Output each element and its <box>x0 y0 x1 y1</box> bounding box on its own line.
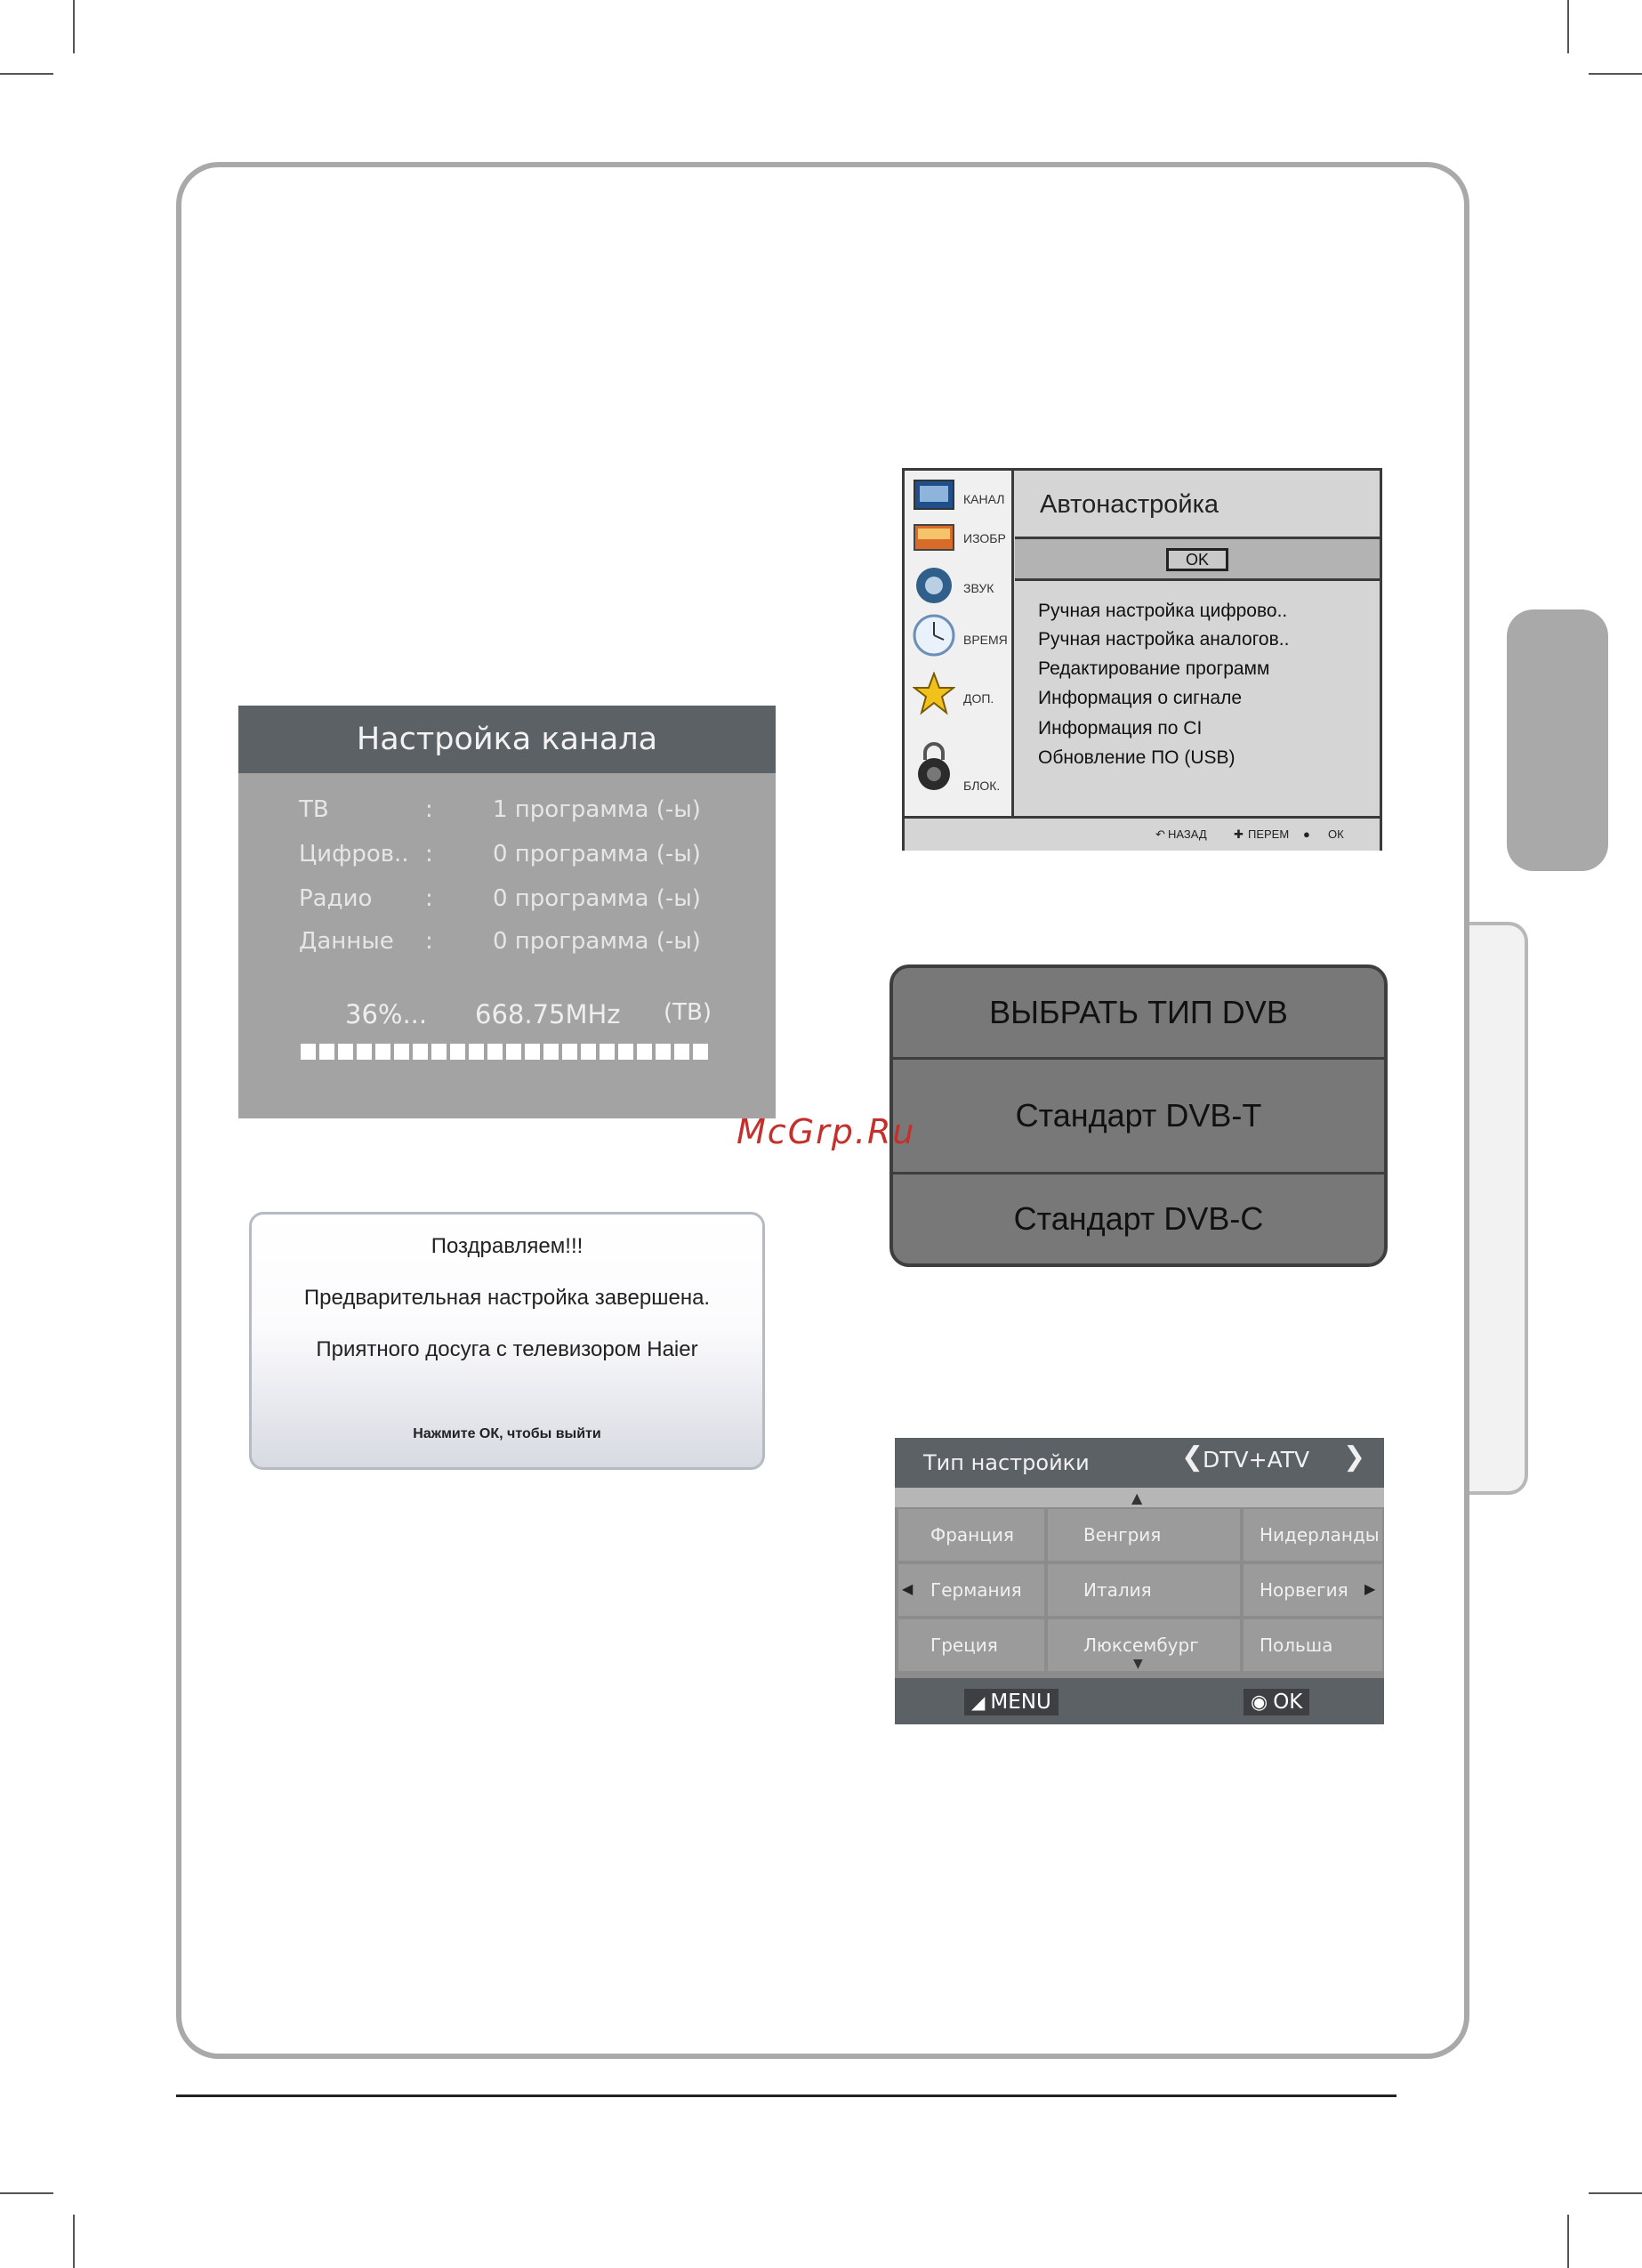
move-icon: ✚ <box>1234 827 1244 841</box>
scan-progress-bar <box>301 1044 719 1060</box>
crop-mark <box>73 2215 75 2268</box>
sidebar-item-extra[interactable] <box>905 674 1011 720</box>
progress-segment <box>581 1044 596 1060</box>
channel-row-tv <box>299 796 761 832</box>
sidebar-label: КАНАЛ <box>963 492 1005 506</box>
scroll-strip <box>895 1488 1384 1507</box>
country-label: Германия <box>930 1579 1022 1601</box>
sidebar-item-sound[interactable] <box>905 563 1011 609</box>
row-label: ТВ <box>299 796 329 823</box>
tune-type-panel <box>895 1438 1384 1724</box>
progress-segment <box>469 1044 484 1060</box>
progress-segment <box>431 1044 447 1060</box>
scan-frequency: 668.75MHz <box>475 999 621 1029</box>
menu-item[interactable]: Ручная настройка цифрово.. <box>1038 601 1288 621</box>
section-tab-outline <box>1464 922 1528 1495</box>
ok-icon: ● <box>1303 827 1310 841</box>
channel-row-data <box>299 928 761 964</box>
country-label: Нидерланды <box>1260 1524 1380 1546</box>
congrats-heading: Поздравляем!!! <box>431 1234 584 1258</box>
country-cell[interactable] <box>1244 1509 1382 1561</box>
progress-segment <box>693 1044 708 1060</box>
country-cell[interactable] <box>1048 1509 1240 1561</box>
channel-row-digital <box>299 841 761 876</box>
arrow-down-icon[interactable]: ▼ <box>1133 1657 1143 1671</box>
progress-segment <box>600 1044 615 1060</box>
sidebar-label: ИЗОБР <box>963 531 1006 545</box>
progress-segment <box>525 1044 540 1060</box>
sidebar-item-picture[interactable] <box>905 517 1011 563</box>
row-value: 0 программа (-ы) <box>493 841 701 868</box>
dvb-option-t[interactable]: Стандарт DVB-T <box>1015 1097 1262 1134</box>
progress-segment <box>487 1044 503 1060</box>
row-sep: : <box>425 841 433 868</box>
footer-rule <box>176 2094 1397 2097</box>
lock-icon <box>912 748 956 786</box>
menu-title: Автонастройка <box>1040 490 1219 519</box>
progress-segment <box>506 1044 521 1060</box>
menu-label: MENU <box>990 1691 1051 1714</box>
crop-mark <box>0 2192 53 2194</box>
dvb-option-c[interactable]: Стандарт DVB-C <box>1013 1200 1264 1237</box>
crop-mark <box>1567 0 1569 53</box>
row-sep: : <box>425 885 433 912</box>
tune-footer <box>895 1678 1384 1724</box>
congrats-message: Приятного досуга с телевизором Haier <box>316 1337 698 1361</box>
country-label: Венгрия <box>1083 1524 1162 1546</box>
dvb-type-dialog <box>889 965 1388 1267</box>
sidebar-item-lock[interactable] <box>905 748 1011 795</box>
menu-item[interactable]: Ручная настройка аналогов.. <box>1038 629 1290 650</box>
sidebar-label: ЗВУК <box>963 581 994 595</box>
channel-row-radio <box>299 885 761 921</box>
crop-mark <box>1567 2215 1569 2268</box>
crop-mark <box>0 73 53 75</box>
country-cell[interactable] <box>1244 1564 1382 1616</box>
progress-segment <box>674 1044 689 1060</box>
row-label: Данные <box>299 928 394 955</box>
tune-type-value[interactable]: DTV+ATV <box>1203 1447 1310 1473</box>
menu-item[interactable]: Информация по CI <box>1038 718 1203 739</box>
back-hint: НАЗАД <box>1168 827 1207 841</box>
setup-complete-dialog <box>249 1212 765 1470</box>
menu-item[interactable]: Информация о сигнале <box>1038 688 1243 708</box>
scan-mode: (ТВ) <box>664 999 712 1026</box>
move-hint: ПЕРЕМ <box>1248 827 1290 841</box>
sidebar-label: ДОП. <box>963 691 994 706</box>
country-label: Греция <box>930 1634 998 1656</box>
row-value: 0 программа (-ы) <box>493 885 701 912</box>
country-label: Люксембург <box>1083 1634 1199 1656</box>
ok-hint: ОК <box>1328 827 1344 841</box>
sidebar-item-channel[interactable] <box>905 472 1011 519</box>
country-cell[interactable] <box>898 1509 1044 1561</box>
chevron-right-icon[interactable]: ❯ <box>1343 1441 1366 1473</box>
channel-setup-title: Настройка канала <box>238 706 776 773</box>
progress-segment <box>618 1044 633 1060</box>
menu-item[interactable]: Обновление ПО (USB) <box>1038 747 1236 768</box>
progress-segment <box>656 1044 671 1060</box>
country-cell[interactable] <box>898 1619 1044 1671</box>
country-cell[interactable] <box>1244 1619 1382 1671</box>
crop-mark <box>1589 2192 1642 2194</box>
progress-segment <box>543 1044 559 1060</box>
picture-icon <box>912 519 956 556</box>
chevron-left-icon[interactable]: ❮ <box>1181 1441 1204 1473</box>
progress-segment <box>375 1044 390 1060</box>
arrow-up-icon[interactable]: ▲ <box>1131 1489 1143 1506</box>
tune-header <box>895 1438 1384 1488</box>
country-cell[interactable] <box>898 1564 1044 1616</box>
dvb-title: ВЫБРАТЬ ТИП DVB <box>989 994 1288 1030</box>
back-icon: ↶ <box>1155 827 1165 841</box>
ok-icon: ◉ <box>1251 1691 1268 1714</box>
menu-icon: ◢ <box>971 1691 986 1713</box>
country-cell[interactable] <box>1048 1619 1240 1671</box>
country-label: Польша <box>1260 1634 1333 1656</box>
country-cell[interactable] <box>1048 1564 1240 1616</box>
row-sep: : <box>425 796 433 823</box>
arrow-right-icon[interactable]: ▶ <box>1364 1580 1376 1597</box>
country-label: Италия <box>1083 1579 1152 1601</box>
ok-button[interactable] <box>1244 1689 1309 1715</box>
congrats-message: Предварительная настройка завершена. <box>303 1286 711 1310</box>
row-value: 0 программа (-ы) <box>493 928 701 955</box>
sidebar-label: БЛОК. <box>963 779 1001 793</box>
autotune-menu <box>902 468 1382 851</box>
row-label: Радио <box>299 885 373 912</box>
country-label: Франция <box>930 1524 1014 1546</box>
progress-segment <box>450 1044 465 1060</box>
progress-segment <box>357 1044 372 1060</box>
watermark: McGrp.Ru <box>736 1112 916 1151</box>
crop-mark <box>73 0 75 53</box>
menu-sidebar <box>905 471 1014 816</box>
row-label: Цифров.. <box>299 841 409 868</box>
progress-segment <box>319 1044 334 1060</box>
sidebar-item-time[interactable] <box>905 613 1011 659</box>
clock-icon <box>912 617 956 654</box>
menu-button[interactable] <box>964 1689 1058 1715</box>
ok-label: OK <box>1273 1691 1303 1714</box>
progress-segment <box>338 1044 353 1060</box>
tune-type-label: Тип настройки <box>923 1450 1090 1475</box>
progress-segment <box>301 1044 316 1060</box>
scan-progress-text: 36%... <box>345 999 428 1029</box>
ok-button[interactable]: OK <box>1166 548 1228 571</box>
crop-mark <box>1589 73 1642 75</box>
tv-channel-icon <box>912 476 956 513</box>
star-icon <box>912 675 956 713</box>
sidebar-label: ВРЕМЯ <box>963 633 1008 647</box>
progress-segment <box>394 1044 409 1060</box>
exit-hint: Нажмите ОК, чтобы выйти <box>413 1426 601 1441</box>
speaker-icon <box>912 567 956 604</box>
ok-strip <box>1015 537 1380 581</box>
progress-segment <box>562 1044 577 1060</box>
menu-footer <box>905 816 1380 851</box>
channel-setup-panel <box>238 706 776 1118</box>
progress-segment <box>637 1044 652 1060</box>
section-tab <box>1507 609 1608 871</box>
menu-item[interactable]: Редактирование программ <box>1038 658 1270 679</box>
row-sep: : <box>425 928 433 955</box>
progress-segment <box>413 1044 428 1060</box>
country-label: Норвегия <box>1260 1579 1348 1601</box>
arrow-left-icon[interactable]: ◀ <box>902 1580 914 1597</box>
row-value: 1 программа (-ы) <box>493 796 701 823</box>
